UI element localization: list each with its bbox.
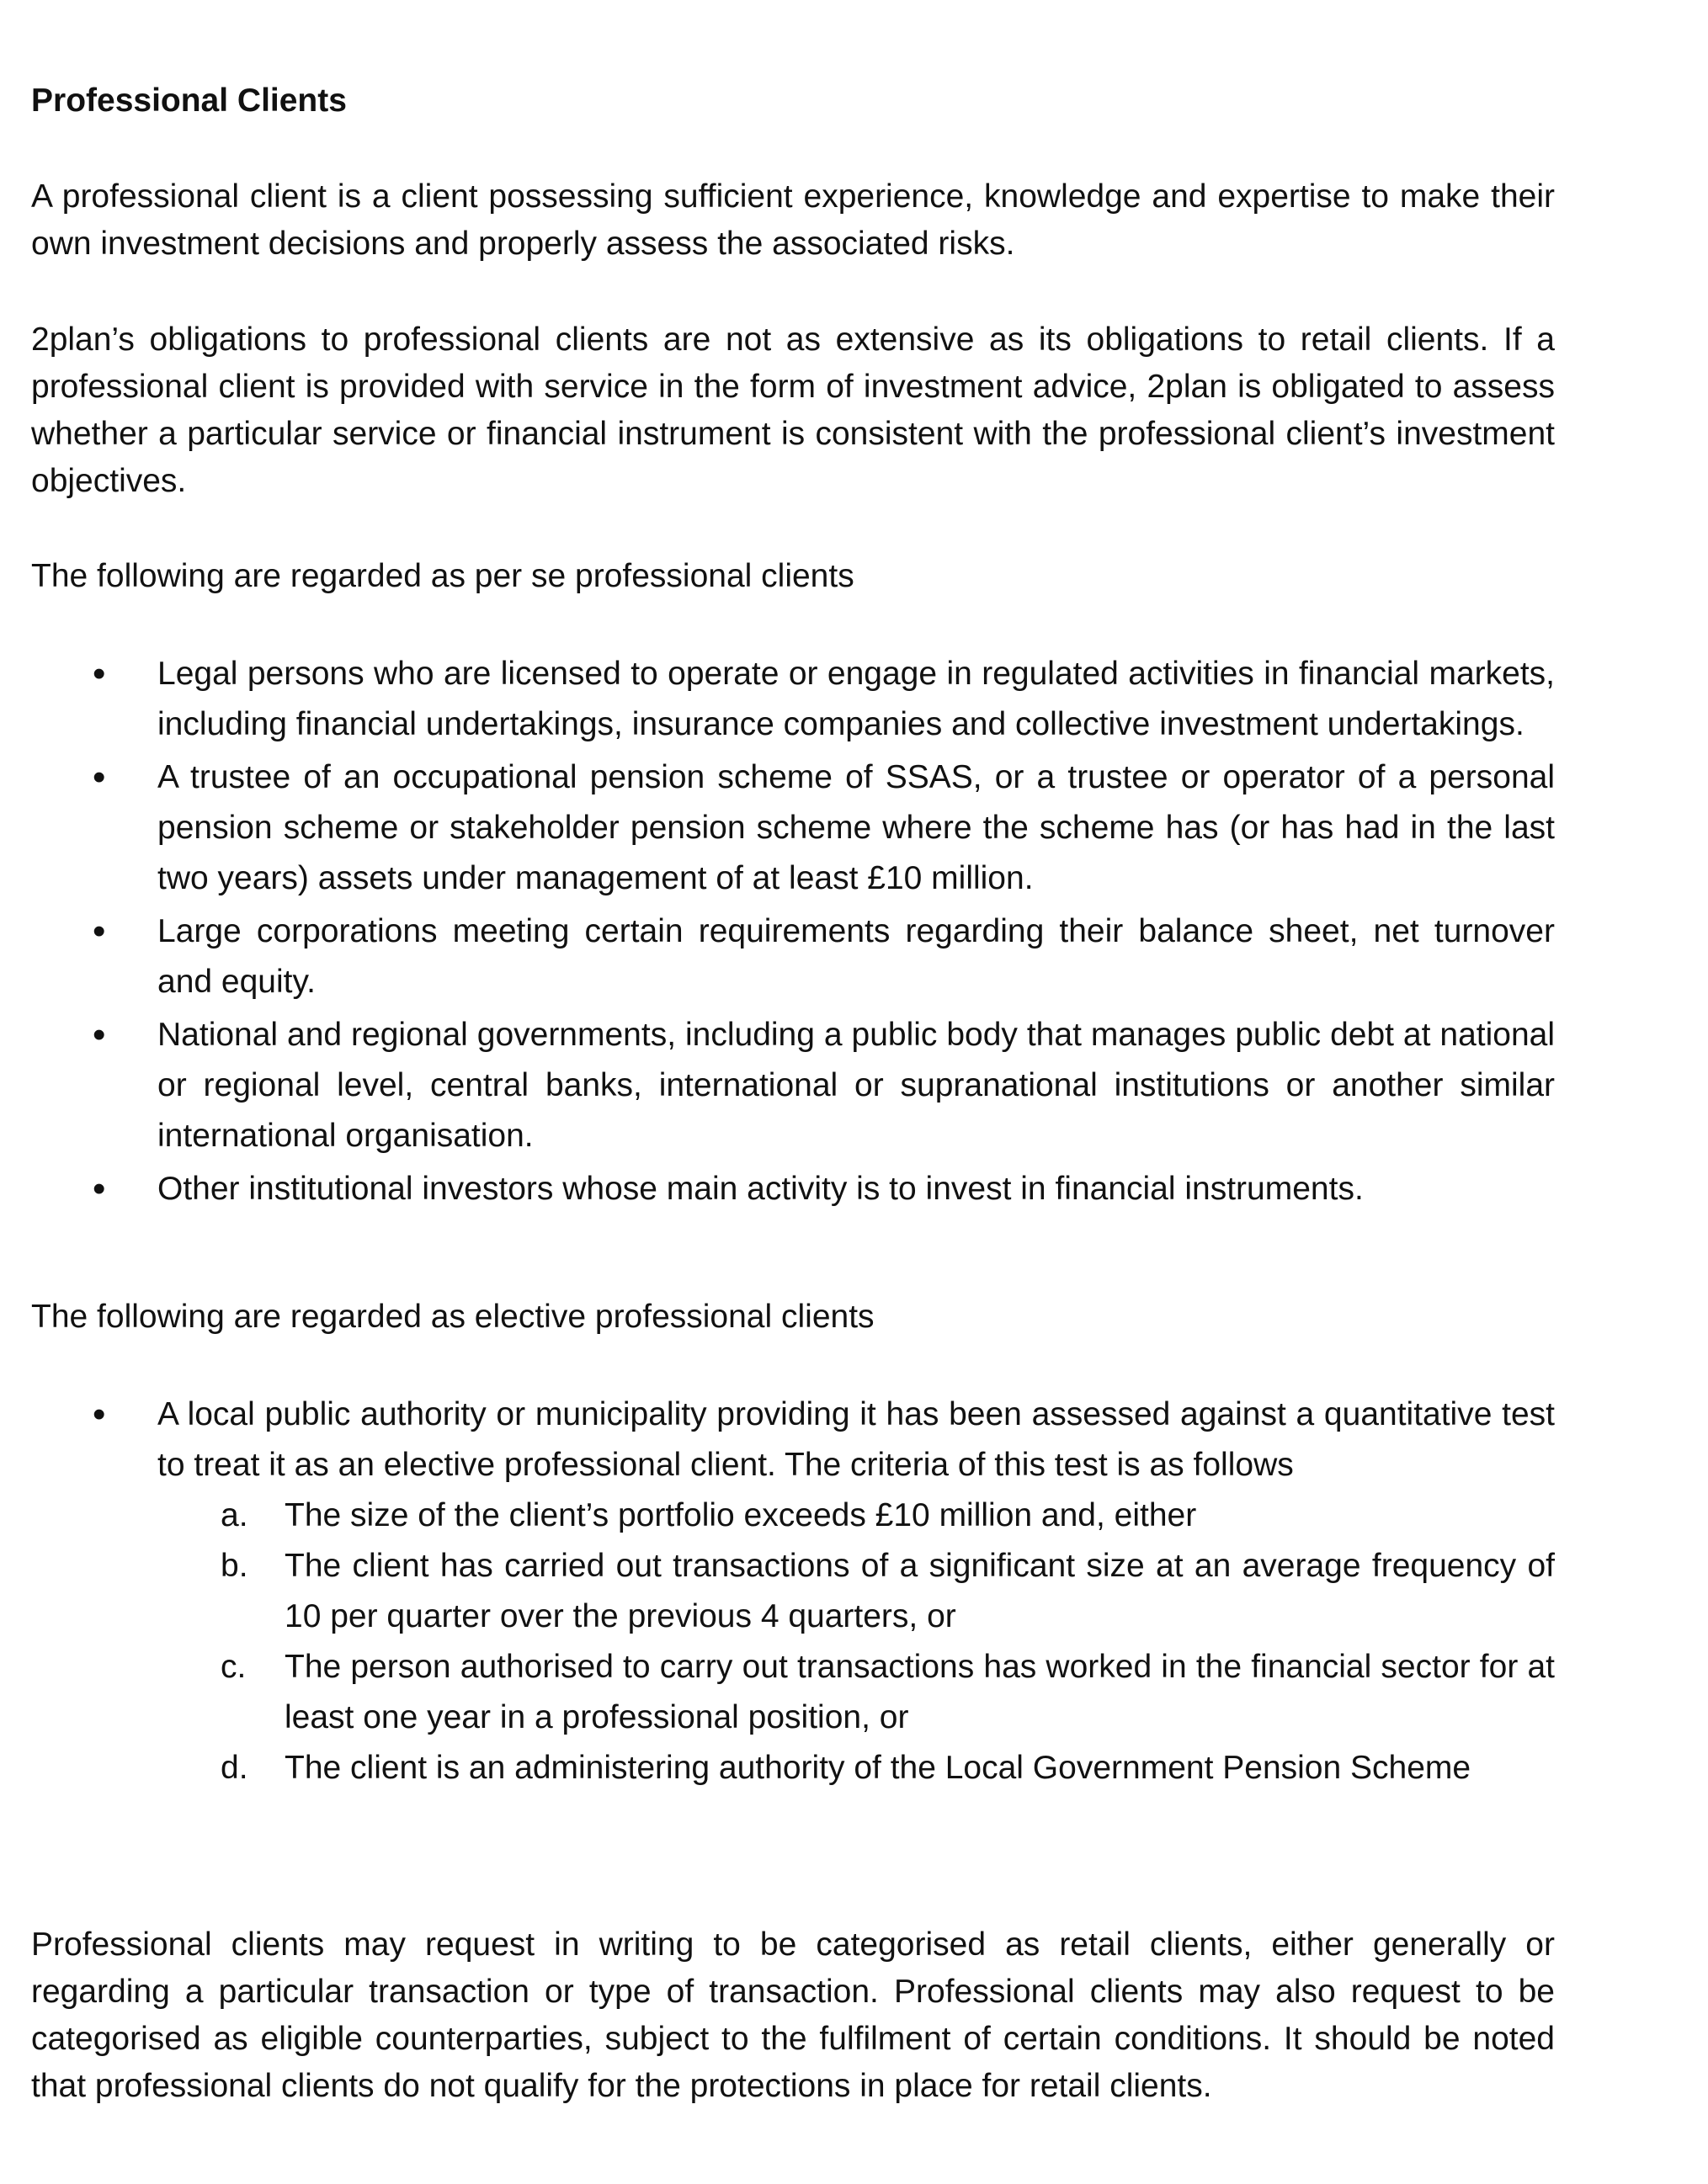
criteria-marker: b.: [221, 1548, 248, 1584]
criteria-text: The client has carried out transactions of a significant size at an average frequency of 10 per quarter over the previous 4 quarters, or: [285, 1548, 1555, 1634]
list-item: [0, 906, 1555, 1007]
per-se-list: [0, 649, 1555, 1217]
criteria-list: [157, 1491, 1555, 1793]
list-item-text: National and regional governments, including a public body that manages public debt at national or regional level, central banks, international or supranational institutions or another similar international organisation.: [157, 1017, 1555, 1154]
criteria-text: The size of the client’s portfolio exceeds £10 million and, either: [285, 1497, 1197, 1533]
list-item-text: Large corporations meeting certain requirements regarding their balance sheet, net turnover and equity.: [157, 913, 1555, 1000]
list-item: [0, 1164, 1555, 1214]
list-item-text: Legal persons who are licensed to operate or engage in regulated activities in financial markets, including financial undertakings, insurance companies and collective investment undertakings.: [157, 656, 1555, 742]
list-item-text: A local public authority or municipality providing it has been assessed against a quantitative test to treat it as an elective professional client. The criteria of this test is as follows: [157, 1396, 1555, 1483]
criteria-text: The person authorised to carry out transactions has worked in the financial sector for at least one year in a professional position, or: [285, 1649, 1555, 1735]
page-title: Professional Clients: [31, 82, 347, 119]
list-item: [0, 1390, 1555, 1793]
criteria-marker: a.: [221, 1497, 248, 1533]
elective-intro: The following are regarded as elective professional clients: [31, 1299, 875, 1335]
list-item: [0, 1010, 1555, 1161]
criteria-marker: c.: [221, 1649, 247, 1685]
intro-paragraph: A professional client is a client possessing sufficient experience, knowledge and expertise to make their own investment decisions and properly assess the associated risks.: [31, 178, 1555, 262]
criteria-text: The client is an administering authority of the Local Government Pension Scheme: [285, 1750, 1471, 1786]
criteria-item: [157, 1642, 1555, 1743]
elective-list: [0, 1390, 1555, 1796]
list-item: [0, 649, 1555, 750]
list-item-text: Other institutional investors whose main activity is to invest in financial instruments.: [157, 1171, 1364, 1207]
list-item: [0, 752, 1555, 904]
closing-paragraph: Professional clients may request in writing to be categorised as retail clients, either generally or regarding a particular transaction or type of transaction. Professional clients may also request to be categorised as eligible counterparties, subject to the fulfilment of certain conditions. It should be noted that professional clients do not qualify for the protections in place for retail clients.: [31, 1926, 1555, 2104]
criteria-item: [157, 1491, 1555, 1541]
obligations-paragraph: 2plan’s obligations to professional clients are not as extensive as its obligations to retail clients. If a professional client is provided with service in the form of investment advice, 2plan is obligated to assess whether a particular service or financial instrument is consistent with the professional client’s investment objectives.: [31, 321, 1555, 499]
per-se-intro: The following are regarded as per se professional clients: [31, 558, 854, 594]
criteria-marker: d.: [221, 1750, 248, 1786]
criteria-item: [157, 1743, 1555, 1793]
criteria-item: [157, 1541, 1555, 1642]
list-item-text: A trustee of an occupational pension scheme of SSAS, or a trustee or operator of a personal pension scheme or stakeholder pension scheme where the scheme has (or has had in the last two years) assets under management of at least £10 million.: [157, 759, 1555, 896]
